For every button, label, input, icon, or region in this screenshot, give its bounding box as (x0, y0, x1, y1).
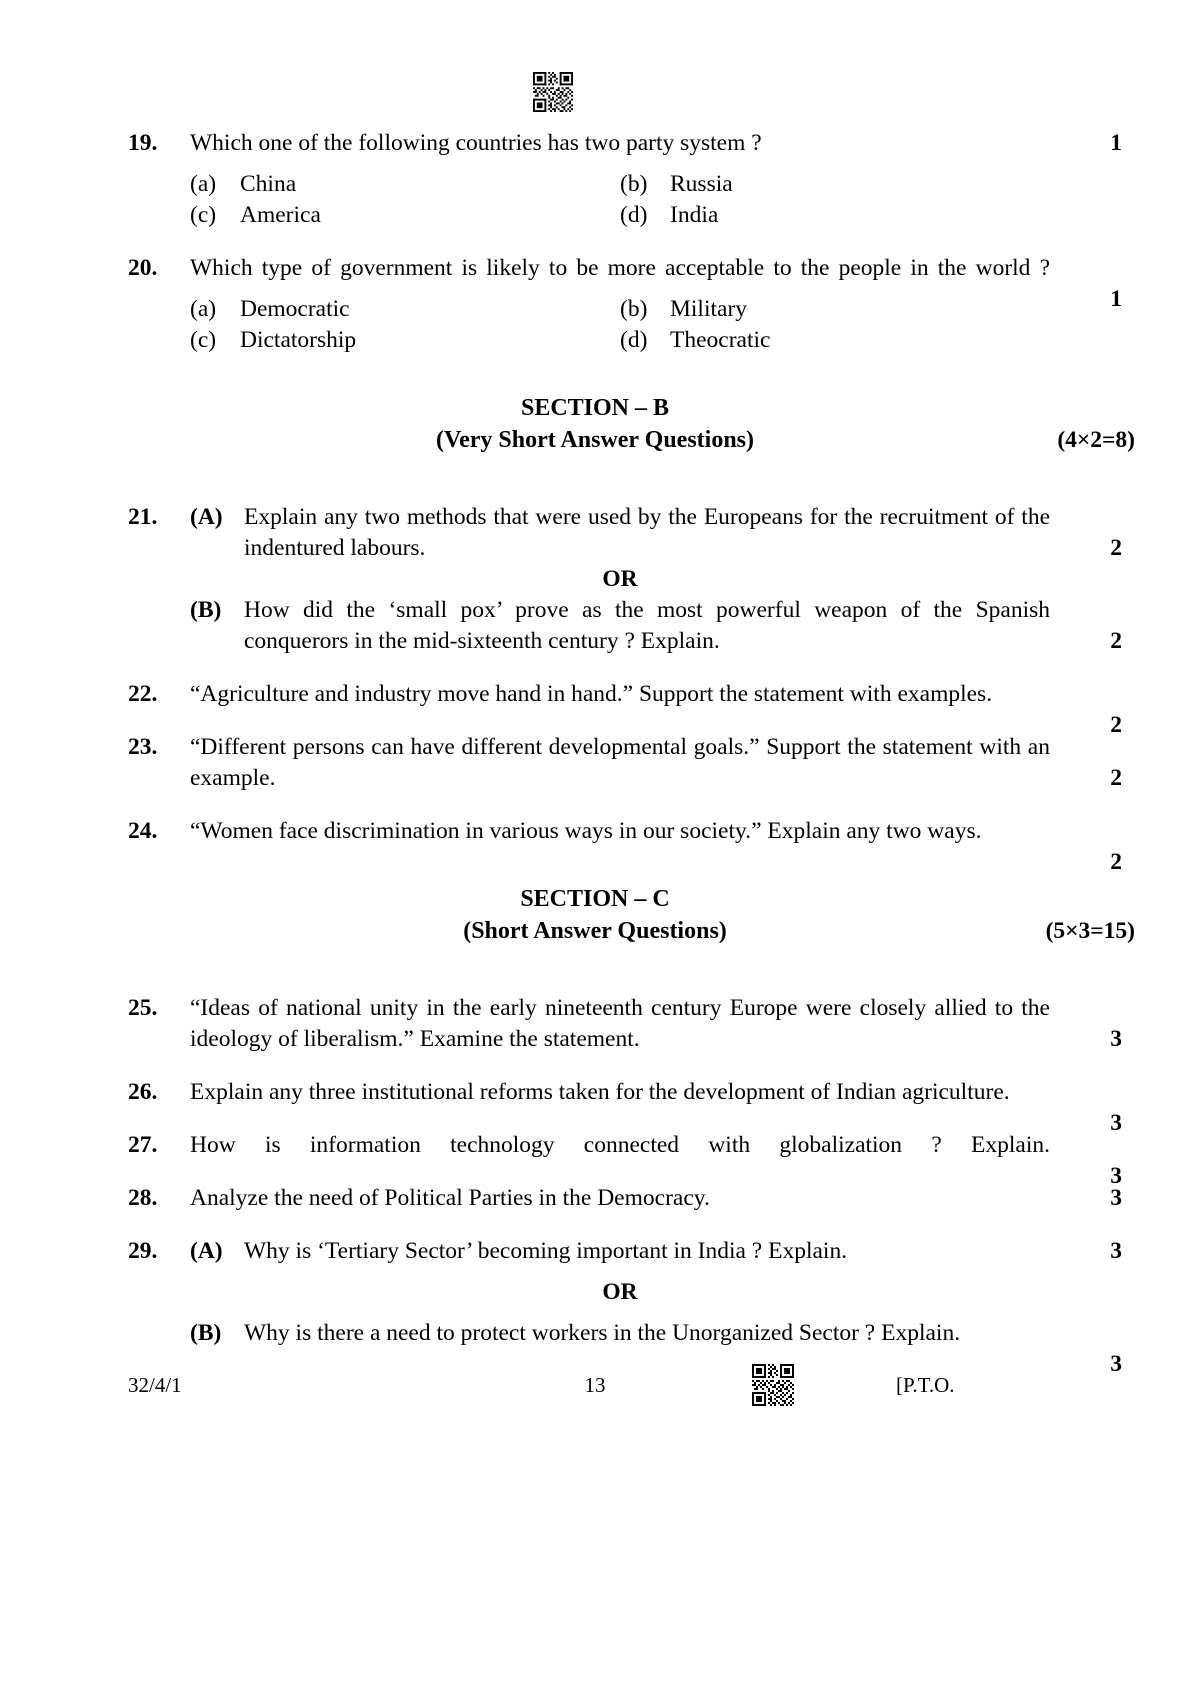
question-text: Explain any three institutional reforms taken for the development of Indian agriculture. (190, 1079, 1010, 1105)
question-29-part-a (190, 1236, 1050, 1267)
question-23 (0, 732, 1190, 794)
question-number: 20. (128, 255, 158, 281)
question-29-or (0, 1277, 1190, 1308)
option-key: (d) (620, 202, 648, 228)
question-text: Which one of the following countries has two party system ? (190, 130, 762, 156)
question-number: 22. (128, 681, 158, 707)
part-label: (B) (190, 1320, 222, 1346)
question-marks: 3 (1110, 1238, 1122, 1264)
option-label: America (240, 202, 321, 228)
question-marks: 1 (1110, 286, 1122, 312)
question-27 (0, 1130, 1190, 1189)
qr-code-footer-wrap (752, 1364, 794, 1406)
question-marks: 2 (1110, 628, 1122, 654)
question-text: Analyze the need of Political Parties in the Democracy. (190, 1185, 710, 1211)
question-22 (0, 679, 1190, 738)
option-c[interactable] (190, 200, 620, 231)
question-marks: 3 (1110, 1351, 1122, 1377)
option-d[interactable] (620, 325, 1050, 356)
qr-code-footer (752, 1364, 794, 1406)
section-b-marks: (4×2=8) (1057, 427, 1135, 453)
question-29-part-b-row (0, 1318, 1190, 1377)
option-label: Dictatorship (240, 327, 357, 353)
question-marks: 1 (1110, 130, 1122, 156)
section-b-subtitle-row (0, 424, 1190, 456)
question-text: “Women face discrimination in various ways in our society.” Explain any two ways. (190, 818, 982, 844)
question-text: How is information technology connected with globalization ? Explain. (190, 1132, 1050, 1158)
part-text: How did the ‘small pox’ prove as the most powerful weapon of the Spanish conquerors in the mid-sixteenth century ? Explain. (244, 597, 1050, 654)
question-26 (0, 1077, 1190, 1136)
option-key: (c) (190, 327, 217, 353)
question-29-part-b (190, 1318, 1050, 1349)
option-key: (b) (620, 171, 648, 197)
question-number: 19. (128, 130, 158, 156)
question-marks: 3 (1110, 1185, 1122, 1211)
option-b[interactable] (620, 294, 1050, 325)
option-label: Theocratic (670, 327, 771, 353)
page-number: 13 (584, 1372, 606, 1397)
option-a[interactable] (190, 294, 620, 325)
or-label: OR (602, 566, 638, 592)
question-text: “Agriculture and industry move hand in hand.” Support the statement with examples. (190, 681, 993, 707)
pto-label: [P.T.O. (896, 1372, 955, 1397)
question-number: 23. (128, 734, 158, 760)
question-number: 29. (128, 1238, 158, 1264)
option-label: Russia (670, 171, 733, 197)
option-a[interactable] (190, 169, 620, 200)
question-21-part-b (190, 595, 1050, 657)
question-21-or (0, 564, 1190, 595)
part-label: (A) (190, 504, 223, 530)
question-marks: 3 (1110, 1110, 1122, 1136)
option-row (190, 200, 1050, 231)
section-c-marks: (5×3=15) (1045, 918, 1135, 944)
option-row (190, 294, 1050, 325)
question-28 (0, 1183, 1190, 1214)
question-marks: 2 (1110, 535, 1122, 561)
question-20-options (0, 294, 1190, 356)
part-label: (B) (190, 597, 222, 623)
question-25 (0, 993, 1190, 1055)
question-number: 21. (128, 504, 158, 530)
option-c[interactable] (190, 325, 620, 356)
question-marks: 2 (1110, 765, 1122, 791)
section-c-subtitle: (Short Answer Questions) (463, 918, 727, 944)
option-key: (a) (190, 296, 217, 322)
paper-code: 32/4/1 (128, 1372, 182, 1397)
or-label: OR (602, 1279, 638, 1305)
option-label: China (240, 171, 297, 197)
option-key: (d) (620, 327, 648, 353)
question-21-part-b-row (0, 595, 1190, 657)
question-number: 28. (128, 1185, 158, 1211)
part-text: Explain any two methods that were used by the Europeans for the recruitment of the indentured labours. (244, 504, 1050, 561)
option-label: Military (670, 296, 748, 322)
question-number: 26. (128, 1079, 158, 1105)
option-key: (a) (190, 171, 217, 197)
section-c-title: SECTION – C (520, 886, 670, 912)
question-marks: 3 (1110, 1026, 1122, 1052)
option-key: (c) (190, 202, 217, 228)
question-text: Which type of government is likely to be more acceptable to the people in the world ? (190, 255, 1050, 281)
option-b[interactable] (620, 169, 1050, 200)
option-row (190, 325, 1050, 356)
question-marks: 3 (1110, 1163, 1122, 1189)
question-text: “Ideas of national unity in the early nineteenth century Europe were closely allied to the ideology of liberalism.” Examine the statement. (190, 995, 1050, 1052)
part-text: Why is ‘Tertiary Sector’ becoming important in India ? Explain. (244, 1238, 848, 1264)
question-21-part-a (190, 502, 1050, 564)
part-text: Why is there a need to protect workers in the Unorganized Sector ? Explain. (244, 1320, 961, 1346)
question-29 (0, 1236, 1190, 1267)
section-b-title: SECTION – B (520, 395, 670, 421)
section-c-subtitle-row (0, 915, 1190, 947)
question-19-options (0, 169, 1190, 231)
question-24 (0, 816, 1190, 875)
option-key: (b) (620, 296, 648, 322)
option-d[interactable] (620, 200, 1050, 231)
question-21 (0, 502, 1190, 564)
option-row (190, 169, 1050, 200)
question-marks: 2 (1110, 712, 1122, 738)
option-label: Democratic (240, 296, 350, 322)
section-b-subtitle: (Very Short Answer Questions) (435, 427, 754, 453)
question-number: 24. (128, 818, 158, 844)
part-label: (A) (190, 1238, 223, 1264)
question-number: 27. (128, 1132, 158, 1158)
page-footer (0, 1362, 1190, 1408)
question-text: “Different persons can have different developmental goals.” Support the statement with an example. (190, 734, 1050, 791)
option-label: India (670, 202, 719, 228)
question-number: 25. (128, 995, 158, 1021)
qr-code-top (533, 72, 573, 112)
question-list (0, 128, 1190, 1377)
question-19 (0, 128, 1190, 159)
question-marks: 2 (1110, 849, 1122, 875)
